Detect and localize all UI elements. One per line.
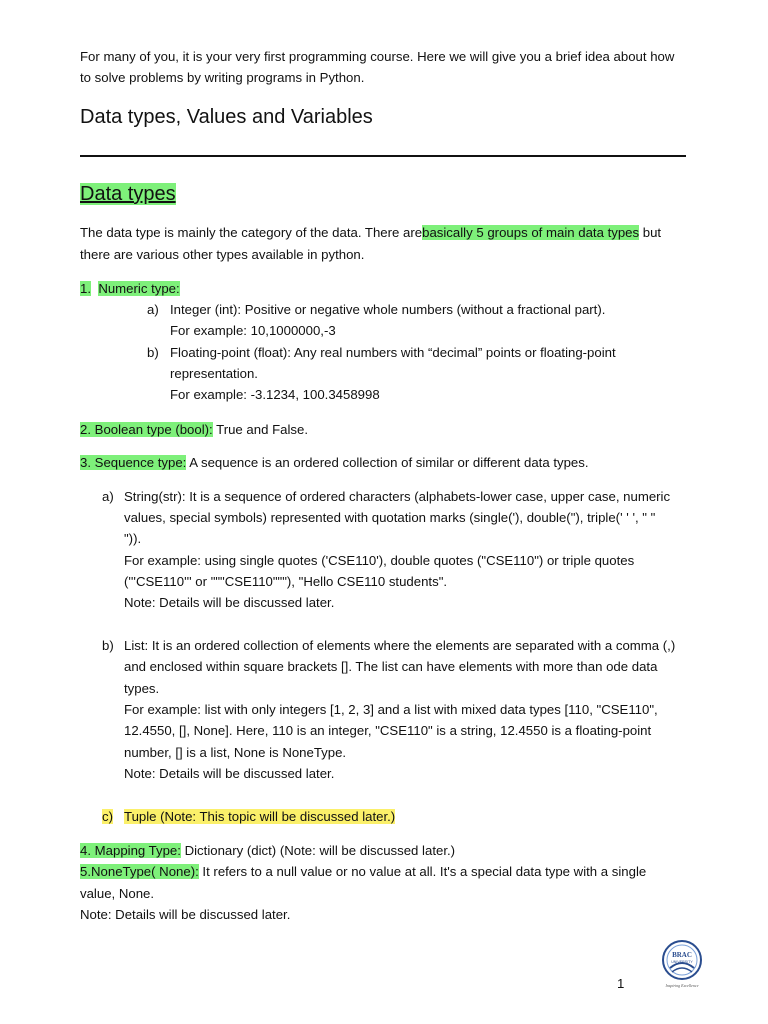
boolean-type: 2. Boolean type (bool): True and False. — [80, 422, 308, 437]
list-line-5: 12.4550, [], None]. Here, 110 is an integer, "CSE110" is a string, 12.4550 is a floating-point — [124, 723, 652, 738]
list-marker: b) — [102, 638, 114, 653]
data-types-heading: Data types — [80, 183, 176, 205]
list-note: Note: Details will be discussed later. — [124, 766, 335, 781]
nonetype-line-1: 5.NoneType( None): It refers to a null value or no value at all. It's a special data type with a single — [80, 864, 647, 879]
string-line-2: values, special symbols) represented with quotation marks (single('), double("), triple(' ' ', " " — [124, 510, 656, 525]
svg-text:UNIVERSITY: UNIVERSITY — [671, 960, 693, 964]
string-line-5: ('''CSE110''' or """CSE110"""), "Hello CSE110 students". — [124, 574, 448, 589]
datatype-para-line-1: The data type is mainly the category of the data. There arebasically 5 groups of main data types but — [80, 225, 662, 240]
mapping-type: 4. Mapping Type: Dictionary (dict) (Note: will be discussed later.) — [80, 843, 456, 858]
float-desc: Floating-point (float): Any real numbers with “decimal” points or floating-point — [170, 345, 616, 360]
nonetype-line-2: value, None. — [80, 886, 155, 901]
tuple-text: Tuple (Note: This topic will be discussed later.) — [124, 809, 396, 824]
float-desc-2: representation. — [170, 366, 258, 381]
string-marker: a) — [102, 489, 114, 504]
list-marker-b: b) — [147, 345, 159, 360]
list-line-6: number, [] is a list, None is NoneType. — [124, 745, 347, 760]
string-line-3: ")). — [124, 531, 142, 546]
list-line-2: and enclosed within square brackets []. The list can have elements with more than ode data — [124, 659, 658, 674]
string-note: Note: Details will be discussed later. — [124, 595, 335, 610]
integer-desc: Integer (int): Positive or negative whole numbers (without a fractional part). — [170, 302, 606, 317]
nonetype-note: Note: Details will be discussed later. — [80, 907, 291, 922]
tuple-marker: c) — [102, 809, 113, 824]
string-line-4: For example: using single quotes ('CSE110'), double quotes ("CSE110") or triple quotes — [124, 553, 635, 568]
list-marker-a: a) — [147, 302, 159, 317]
list-line-3: types. — [124, 681, 160, 696]
float-example: For example: -3.1234, 100.3458998 — [170, 387, 380, 402]
list-line-4: For example: list with only integers [1, 2, 3] and a list with mixed data types [110, "CSE110", — [124, 702, 658, 717]
section-heading: Data types, Values and Variables — [80, 106, 373, 128]
brac-university-logo — [652, 938, 712, 990]
svg-text:BRAC: BRAC — [672, 951, 692, 959]
datatype-para-line-2: there are various other types available in python. — [80, 247, 365, 262]
sequence-type: 3. Sequence type: A sequence is an ordered collection of similar or different data types. — [80, 455, 589, 470]
intro-line-1: For many of you, it is your very first programming course. Here we will give you a brief idea about how — [80, 49, 675, 64]
intro-line-2: to solve problems by writing programs in Python. — [80, 70, 365, 85]
page-number: 1 — [617, 976, 625, 991]
list-line-1: List: It is an ordered collection of elements where the elements are separated with a comma (,) — [124, 638, 676, 653]
integer-example: For example: 10,1000000,-3 — [170, 323, 336, 338]
heading-rule — [80, 155, 686, 157]
svg-text:Inspiring Excellence: Inspiring Excellence — [665, 983, 699, 988]
brac-logo-icon — [652, 938, 712, 990]
numeric-type-label: 1. Numeric type: — [80, 281, 180, 296]
string-line-1: String(str): It is a sequence of ordered characters (alphabets-lower case, upper case, numeric — [124, 489, 671, 504]
